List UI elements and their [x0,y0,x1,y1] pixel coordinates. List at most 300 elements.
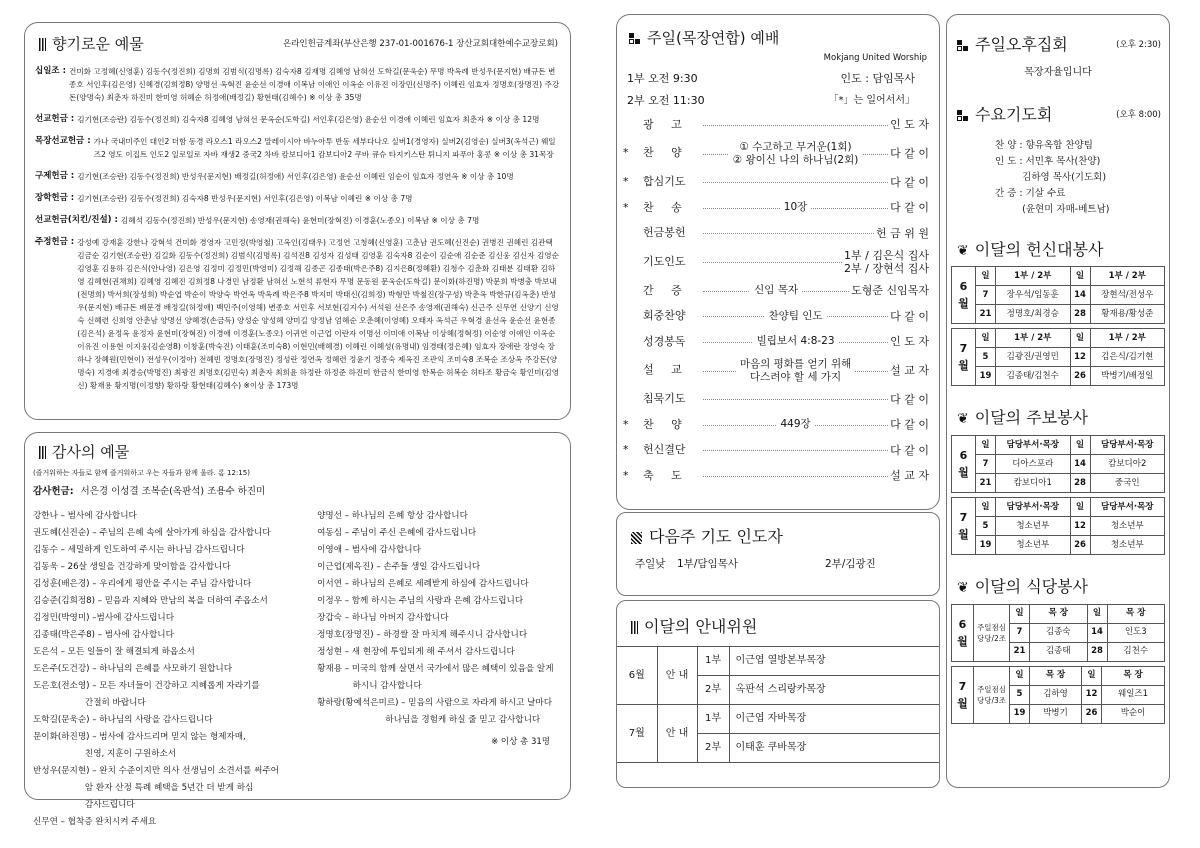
dotted-line [703,233,874,234]
wednesday-title: 수요기도회 [957,105,1052,126]
bullet-icon [39,446,46,459]
thanks-line: 감사드립니다 [33,799,135,810]
service-name: 박병기/배정일 [1090,367,1165,386]
thanks-line: 이정우 – 함께 하시는 주님의 사랑과 은혜 감사드립니다 [317,595,524,606]
service-h-day: 일 [1070,436,1090,455]
ushers-panel [616,600,940,788]
offering-group-text: 가나 국내미주인 대인2 더함 동경 라오스1 라오스2 말레이시아 바누아투 반동 세부다나오 실버1(경영자) 실버2(김영순) 실버3(옥석근) 웨일즈2 영도 이집트 인도2 일로일로 자바 재생2 중국2 차바 캄보디아1 캄보디아2 쿠바 큐슈 타지키스탄 튀니지 파푸아 홍콩 ※ 이상 총 31목장 [93,136,556,159]
worship-order-row [623,170,933,196]
usher-part: 1부 [697,704,729,733]
worship-leader-line [701,221,876,247]
offering-group-text: 김혜석 김동수(정진희) 반성우(문지현) 송영재(권해숙) 윤현미(장혁진) 이경훈(노종오) 이복남 ※ 이상 총 7명 [120,215,480,225]
service-table [951,435,1165,493]
thanks-line: 김성훈(배은경) – 우리에게 평안을 주시는 주님 감사합니다 [33,578,252,589]
worship-star: * [623,146,629,160]
service-header [952,329,1165,348]
service-name: 황재용/황성준 [1090,305,1165,324]
offering-group [35,170,560,183]
devotion-table [947,266,1169,386]
thanks-total: ※ 이상 총 31명 [491,736,550,747]
thanks-line: 김동수 – 세밀하게 인도하여 주시는 하나님 감사드립니다 [33,544,245,555]
bulletin-title: ❦ 이달의 주보봉사 [957,408,1089,428]
service-name: 박순이 [1102,704,1165,723]
service-h-day: 일 [976,267,996,286]
worship-right: 헌 금 위 원 [876,227,933,240]
thanks-line: 양명선 – 하나님의 은혜 항상 감사합니다 [317,510,468,521]
dotted-line [703,399,888,400]
service-month: 6 월 [952,604,974,661]
service-day: 5 [976,348,996,367]
service-day: 14 [1087,623,1107,642]
worship-leader-line [701,412,890,438]
service-day: 19 [976,367,996,386]
thanks-left-list [33,508,317,831]
service-row [952,348,1165,367]
wednesday-line: (윤현미 자매-베트남) [995,203,1110,215]
service-table [951,604,1165,662]
thanks-line: 도은석 – 모든 일들이 잘 해결되게 하옵소서 [33,646,195,657]
usher-names: 옥판석 스리랑카목장 [729,675,939,704]
worship-time-2: 2부 오전 11:30 [627,93,705,107]
thanks-line: 김정민(박영미) –범사에 감사드립니다 [33,612,174,623]
worship-item: 찬 송 [643,200,682,214]
service-day: 7 [976,455,996,474]
service-name: 장현석/전성우 [1090,286,1165,305]
thanks-line: 이영애 – 범사에 감사합니다 [317,544,421,555]
thanks-line: 간절히 바랍니다 [33,697,146,708]
worship-mid: 신임 목자 [750,284,802,297]
usher-month: 7월 [617,704,657,762]
worship-lead: 인도 : 담임목사 [840,71,915,85]
offering-group-text: 김기현(조승란) 김동수(정진희) 김숙자8 반성우(문지현) 서인후(김은영) 이복남 이혜린 ※ 이상 총 7명 [77,193,413,203]
worship-time-row-1 [617,64,939,86]
bulletin-table [947,435,1169,555]
service-table [951,666,1165,724]
service-row [952,474,1165,493]
service-name: 청소년부 [1090,517,1165,536]
offering-group [35,65,560,104]
service-sub: 주일점심 당당/2조 [974,604,1010,661]
offering-group [35,214,560,227]
worship-star: * [623,417,629,431]
worship-right: 도형준 신임목자 [851,284,933,297]
thanks-line: 김종태(박은주8) – 범사에 감사합니다 [33,629,174,640]
offering-group-label: 구제헌금 : [35,170,75,181]
afternoon-header [947,15,1169,56]
worship-mid: 10장 [780,201,812,214]
service-name: 웨일즈1 [1102,685,1165,704]
worship-order-row [623,463,933,489]
next-prayer-p1: 1부/담임목사 [677,557,738,570]
worship-item: 헌금봉헌 [643,226,686,240]
service-day: 26 [1070,536,1090,555]
worship-right: 다 같 이 [890,444,933,457]
thanks-line: 도은호(전소영) – 모든 자녀들이 건강하고 지혜롭게 자라기를 [33,680,260,691]
worship-order-row [623,112,933,138]
service-h-part: 1부 / 2부 [1090,267,1165,286]
service-day: 5 [1010,685,1030,704]
worship-panel [616,14,940,510]
service-h-day: 일 [976,329,996,348]
service-h-part: 담당부서·목장 [1090,436,1165,455]
service-table [951,328,1165,386]
dotted-line [703,476,888,477]
usher-names: 이근엽 자바목장 [729,704,939,733]
offering-group-label: 주정헌금 : [35,236,75,247]
worship-time-1: 1부 오전 9:30 [627,71,698,85]
usher-role: 안 내 [657,704,697,762]
worship-right: 다 같 이 [890,418,933,431]
worship-title: 주일(목장연합) 예배 [617,15,939,53]
service-h-day: 일 [976,498,996,517]
worship-item: 합심기도 [643,175,686,189]
worship-leader-line [701,438,890,464]
thanks-line: 신무연 – 협착증 완치시켜 주세요 [33,816,157,827]
service-month: 7 월 [952,498,976,555]
service-row [952,286,1165,305]
offering-group-label: 선교헌금 : [35,113,75,124]
checker-icon [631,532,642,544]
service-month: 6 월 [952,267,976,324]
worship-item: 설 교 [643,363,682,377]
worship-order-row [623,221,933,247]
service-h-part: 담당부서·목장 [1090,498,1165,517]
thanks-title: 감사의 예물 [25,433,570,469]
service-name: 김종숙 [1030,623,1088,642]
worship-item: 회중찬양 [643,309,686,323]
worship-time-row-2 [617,86,939,112]
dotted-line [703,182,888,183]
thanks-line: 도학길(문욱순) – 하나님의 사랑을 감사드립니다 [33,714,213,725]
service-h-part: 목 장 [1030,604,1088,623]
wednesday-line: 인 도 : 서민후 목사(찬양) [995,155,1101,167]
worship-leader-line [701,278,851,304]
service-day: 26 [1070,367,1090,386]
worship-item: 찬 양 [643,146,682,160]
square-bullet-icon [629,33,640,45]
worship-item: 광 고 [643,117,682,131]
worship-star: * [623,200,629,214]
worship-leader-line [701,463,890,489]
thanks-line: 하나님을 경험케 하실 줄 믿고 감사합니다 [317,714,541,725]
ushers-table [617,646,939,763]
worship-leader-line [701,387,890,413]
service-h-part: 1부 / 2부 [996,267,1071,286]
thanks-line: 여동심 – 주님이 주신 은혜에 감사드립니다 [317,527,477,538]
thanks-givers-row [25,478,570,508]
worship-order-row [623,438,933,464]
service-name: 청소년부 [996,517,1071,536]
service-name: 중국인 [1090,474,1165,493]
next-prayer-label: 주일낮 [635,557,666,570]
worship-note: 「*」는 일어서서」 [828,94,915,106]
thanks-right-list [317,508,562,729]
worship-leader-line [701,195,890,221]
next-prayer-title: 다음주 기도 인도자 [617,513,939,554]
service-h-part: 목 장 [1030,666,1082,685]
thanks-line: 암 환자 산정 특례 혜택을 5년간 더 받게 하심 [33,782,254,793]
service-h-part: 담당부서·목장 [996,436,1071,455]
thanks-line: 강한나 – 범사에 감사합니다 [33,510,137,521]
service-h-day: 일 [1070,498,1090,517]
ushers-title: 이달의 안내위원 [617,601,939,646]
service-day: 19 [976,536,996,555]
worship-star: * [623,468,629,482]
worship-leader-line [701,170,890,196]
next-prayer-p2: 2부/김광진 [825,557,876,570]
worship-right: 1부 / 김은식 집사 2부 / 장현석 집사 [844,249,933,275]
wednesday-time: (오후 8:00) [1116,109,1161,120]
thanks-line: 김승준(김희정8) – 믿음과 지혜와 만남의 복을 더하여 주옵소서 [33,595,268,606]
service-day: 14 [1070,455,1090,474]
dotted-line [703,450,888,451]
square-bullet-icon [957,40,968,52]
service-day: 12 [1070,517,1090,536]
thanks-line: 권도혜(신진순) – 주님의 은혜 속에 살아가게 하심을 감사합니다 [33,527,271,538]
right-panel [946,14,1170,788]
service-h-day: 일 [1070,267,1090,286]
wednesday-line: 김하영 목사(기도회) [995,171,1107,183]
worship-item: 축 도 [643,468,682,482]
dotted-line [703,125,888,126]
worship-item: 기도인도 [643,254,686,268]
service-row [952,305,1165,324]
worship-mid: 449장 [776,418,814,431]
worship-order-row [623,387,933,413]
service-day: 7 [976,286,996,305]
worship-right: 인 도 자 [890,335,933,348]
afternoon-text: 목장자율입니다 [1024,66,1092,78]
service-header [952,498,1165,517]
offering-account: 온라인헌금계좌(부산은행 237-01-001676-1 장산교회대한예수교장로회) [283,39,558,50]
usher-part: 2부 [697,733,729,762]
worship-order-row [623,412,933,438]
service-month: 7 월 [952,666,974,723]
worship-leader-line [701,112,890,138]
service-day: 5 [976,517,996,536]
service-h-part: 1부 / 2부 [1090,329,1165,348]
service-h-day: 일 [1070,329,1090,348]
offering-group-text: 건미화 고정혜(신영훈) 김동수(정진희) 김명희 김범식(김명록) 김숙자8 김재명 김혜영 남혀선 도학길(문욱순) 무명 박옥례 반성우(문지현) 배규돈 변종호 서인후(김은영) 신혜경(김희정8) 양명선 옥혁진 윤순선 이경애 이복남 이애인 이옥순 이유진 이장민(신명주) 이혜린 임효자 정명호(장명진) 주강돈(양명숙) 최춘자 하진미 한미영 허혜순 허정애(배정길) 황현태(김혜수) ※ 이상 총 35명 [69,66,560,102]
service-h-part: 목 장 [1107,604,1165,623]
worship-item: 침묵기도 [643,392,686,406]
usher-names: 이근엽 열방본부목장 [729,646,939,675]
service-h-day: 일 [1010,604,1030,623]
offering-group [35,135,560,161]
offering-group-label: 장학헌금 : [35,192,75,203]
service-name: 김하영 [1030,685,1082,704]
worship-mid: 빌립보서 4:8-23 [753,335,839,348]
square-bullet-icon [957,110,968,122]
afternoon-time: (오후 2:30) [1116,39,1161,50]
thanks-line: 문이화(하진명) – 범사에 감사드리며 믿지 않는 형제자매, [33,731,246,742]
worship-order-row [623,138,933,170]
thanks-panel [24,432,571,827]
thanks-line: 황재용 – 미국의 함께 살면서 국가에서 많은 혜택이 있음을 알게 [317,663,554,674]
worship-item: 성경봉독 [643,334,686,348]
service-name: 김종태 [1030,642,1088,661]
service-row [952,517,1165,536]
worship-right: 설 교 자 [890,364,933,377]
usher-names: 이태훈 쿠바목장 [729,733,939,762]
worship-leader-line [701,246,844,278]
service-row [952,455,1165,474]
worship-leader-line [701,304,890,330]
usher-row [617,646,939,675]
wednesday-line: 간 증 : 기살 수료 [995,187,1066,199]
thanks-line: 이서연 – 하나님의 은혜로 세례받게 하심에 감사드립니다 [317,578,529,589]
worship-order-row [623,278,933,304]
worship-item: 찬 양 [643,417,682,431]
worship-mid: 마음의 평화를 얻기 위해 다스려야 할 세 가지 [736,358,855,384]
service-table [951,266,1165,324]
kitchen-table [947,604,1169,724]
thanks-line: 반성우(문지현) – 완치 수준이지만 의사 선생님이 소견서를 써주어 [33,765,279,776]
kitchen-title: ❦ 이달의 식당봉사 [957,577,1089,597]
worship-right: 설 교 자 [890,469,933,482]
service-name: 장우석/임동훈 [996,286,1071,305]
service-name: 김은식/김기현 [1090,348,1165,367]
worship-right: 다 같 이 [890,201,933,214]
service-h-part: 담당부서·목장 [996,498,1071,517]
service-name: 김천수 [1107,642,1165,661]
service-name: 김종태/김천수 [996,367,1071,386]
service-header [952,604,1165,623]
worship-right: 다 같 이 [890,393,933,406]
offering-groups [25,65,570,392]
service-day: 28 [1087,642,1107,661]
service-header [952,666,1165,685]
service-name: 인도3 [1107,623,1165,642]
service-day: 7 [1010,623,1030,642]
worship-star: * [623,443,629,457]
offering-group [35,113,560,126]
service-day: 14 [1070,286,1090,305]
service-day: 21 [976,305,996,324]
service-h-day: 일 [1087,604,1107,623]
thanks-line: 장갑숙 – 하나님 아버지 감사합니다 [317,612,449,623]
worship-leader-line [701,329,890,355]
service-h-day: 일 [976,436,996,455]
service-header [952,436,1165,455]
thanks-right-col [317,508,562,831]
worship-right: 다 같 이 [890,176,933,189]
offering-group-text: 강성예 강재훈 강한나 강혁석 건미화 경영자 고민정(박영철) 고옥인(김태우) 고정연 고청혜(신영훈) 고춘남 권도혜(신진순) 권병진 권혜린 김관택 김금순 김기현(조승란) 김길화 김동수(정진희) 김범식(김명록) 김석진8 김성자 김성태 김영훈 김숙자8 김순이 김순애 김순준 김신웅 김신자 김영순 김영훈 김용하 김은식(안나영) 김은영 김정미 김정민(박영미) 김정해 김종곤 김종태(박은주8) 김지은8(정혜환) 김청수 김춘화 김태분 김태환 김하영 김혜현(권채희) 김혜영 김혜진 김희정8 나경민 남정환 남혀선 노현석 류현자 무명 문동원 문욱순(도학길) 문이화(하진명) 박문희 박병충 박보내(전명희) 박서희(장성희) 박순엽 박순이 박양숙 박연옥 박옥례 박은주8 박지미 박태신(김희정) 박형만 박철진(장구성) 박춘옥 박한규(김옥춘) 반성우(문지현) 배규돈 배문경 배정길(허정애) 백민주(이영해) 변종호 서민후 서보현(김지수) 서석원 선은주 송영재(권해숙) 신근주 신무연 신양기 신영숙 신혜련 신희영 안춘남 양명선 양혜경(손금득) 양성순 양성혜 양미길 양정남 엄혜순 오춘혜(이영혜) 오태자 옥석근 우혁경 윤선옥 윤순선 윤현종(김은석) 윤정옥 윤정자 윤현미(장혁진) 이경애 이경훈(노종오) 이귀연 이근업 이란자 이명선 이미애 이복남 이상혜(정혁정) 이순영 이애인 이옥순 이유진 이용현 이지웅(김순영8) 이창훈(박숙진) 이태훈(조미숙8) 이현민(배혜경) 이혜린 이혜성(유명내) 임경태(정은혜) 임효자 장애란 장영숙 장하나 장혜원(민현이) 전성우(이정아) 전혜빈 정명호(장명진) 정성란 정연옥 정혜련 정윤기 정종숙 제옥진 조관익 조미숙8 조복순 조상옥 주강돈(양명숙) 지경애 최경승(박명진) 최광진 최명호(김민숙) 최춘자 최희윤 하정란 하정준 하진미 한금식 한미영 한복순 허복순 허타조 황금숙 황인미(김영신) 황재용 황지명(이정향) 황하랑 황현태(김혜수) ※이상 총 173명 [77,237,560,390]
worship-leader-line [701,138,890,170]
service-header [952,267,1165,286]
service-name: 청소년부 [996,536,1071,555]
heart-icon: ❦ [957,411,969,428]
worship-leader-line [701,355,890,387]
service-row [952,367,1165,386]
worship-item: 헌신결단 [643,443,686,457]
heart-icon: ❦ [957,242,969,259]
service-h-part: 목 장 [1102,666,1165,685]
worship-subtitle: Mokjang United Worship [823,52,927,63]
worship-order-row [623,329,933,355]
worship-order [617,112,939,489]
service-name: 캄보디아1 [996,474,1071,493]
service-day: 28 [1070,474,1090,493]
usher-part: 1부 [697,646,729,675]
worship-right: 인 도 자 [890,118,933,131]
wednesday-details [947,126,1169,218]
thanks-verse: (즐거워하는 자들로 함께 즐거워하고 우는 자들과 함께 울라. 롬 12:15) [33,468,250,477]
worship-mid: 찬양팀 인도 [765,310,827,323]
next-prayer-row [617,554,939,576]
bullet-icon [631,621,638,634]
heart-icon: ❦ [957,580,969,597]
offering-group-label: 십일조 : [35,65,66,76]
worship-right: 다 같 이 [890,147,933,160]
usher-part: 2부 [697,675,729,704]
service-h-day: 일 [1082,666,1102,685]
thanks-line: 친영, 지훈이 구원하소서 [33,748,177,759]
offering-group-label: 목장선교헌금 : [35,135,91,146]
worship-order-row [623,246,933,278]
service-name: 정명호/최경승 [996,305,1071,324]
worship-order-row [623,195,933,221]
offering-panel [24,22,571,420]
next-prayer-panel [616,512,940,596]
offering-title: 향기로운 예물 [39,35,144,55]
service-name: 청소년부 [1090,536,1165,555]
service-month: 6 월 [952,436,976,493]
service-month: 7 월 [952,329,976,386]
service-day: 26 [1082,704,1102,723]
usher-row [617,704,939,733]
offering-group [35,192,560,205]
worship-star: * [623,175,629,189]
worship-order-row [623,355,933,387]
thanks-line: 정성현 – 새 현장에 투입되게 해 주셔서 감사드립니다 [317,646,515,657]
service-name: 디아스포라 [996,455,1071,474]
thanks-givers-label: 감사헌금: [33,485,74,497]
worship-mid: ① 수고하고 무거운(1회) ② 왕이신 나의 하나님(2회) [729,141,863,167]
service-row [952,536,1165,555]
worship-order-row [623,304,933,330]
offering-group [35,236,560,392]
thanks-line: 이근업(제옥진) – 손주들 생일 감사드립니다 [317,561,481,572]
service-h-part: 1부 / 2부 [996,329,1071,348]
service-name: 박병기 [1030,704,1082,723]
thanks-line: 정명호(장명진) – 하경쌀 잘 마치게 해주시니 감사합니다 [317,629,528,640]
thanks-line: 하시니 감사합니다 [317,680,422,691]
thanks-line: 김동욱 – 26살 생일을 건강하게 맞이함을 감사합니다 [33,561,231,572]
usher-role: 안 내 [657,646,697,704]
service-table [951,497,1165,555]
service-sub: 주일점심 당당/3조 [974,666,1010,723]
offering-group-label: 선교헌금(치킨/진설) : [35,214,118,225]
service-day: 12 [1082,685,1102,704]
service-day: 19 [1010,704,1030,723]
usher-month: 6월 [617,646,657,704]
offering-group-text: 김기현(조승란) 김동수(정진희) 반성우(문지현) 배정길(허정애) 서인후(김은영) 윤순선 이혜린 임순이 임효자 정연옥 ※ 이상 총 10명 [77,171,514,181]
worship-right: 다 같 이 [890,310,933,323]
service-h-day: 일 [1010,666,1030,685]
wednesday-line: 찬 양 : 향유옥합 찬양팀 [995,139,1093,151]
worship-item: 간 증 [643,283,682,297]
thanks-line: 황하랑(황예석은미르) – 믿음의 사람으로 자라게 하시고 날마다 [317,697,553,708]
afternoon-title: 주일오후집회 [957,35,1068,56]
service-name: 김광진/권영민 [996,348,1071,367]
wednesday-header [947,79,1169,126]
service-day: 21 [1010,642,1030,661]
service-day: 21 [976,474,996,493]
thanks-givers: 서은경 이성결 조복순(옥판석) 조용수 하진미 [80,485,266,497]
service-day: 28 [1070,305,1090,324]
offering-group-text: 김기현(조승란) 김동수(정진희) 김숙자8 김혜영 남혀선 문옥순(도학길) 서인후(김은영) 윤순선 이경애 이혜린 임효자 최춘자 ※ 이상 총 12명 [77,114,540,124]
